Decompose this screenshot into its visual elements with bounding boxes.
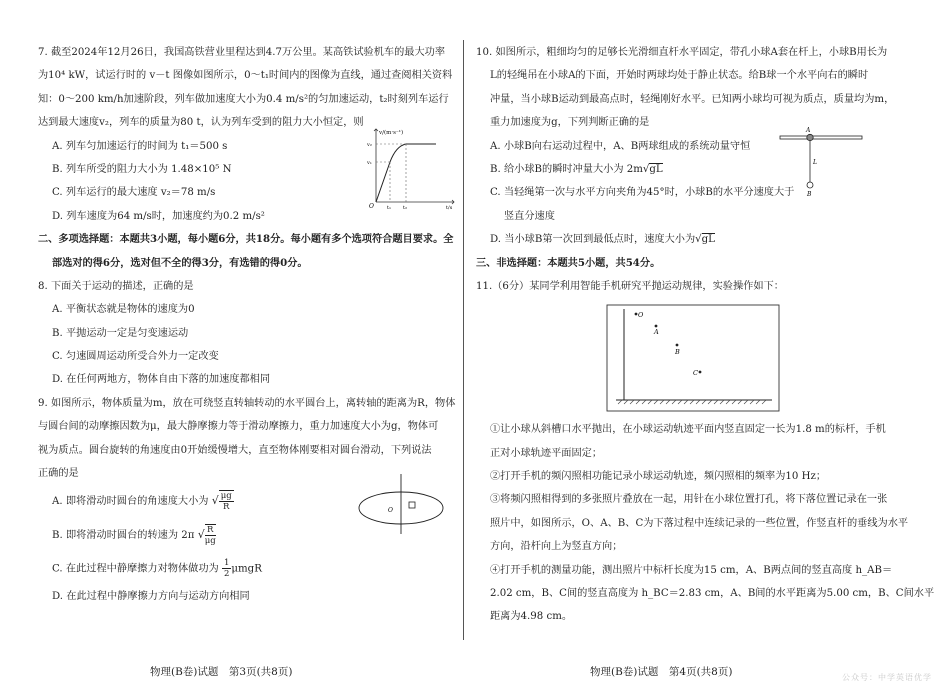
q7-line-1: 7. 截至2024年12月26日，我国高铁营业里程达到4.7万公里。某高铁试验机车的最大功率 [38, 47, 446, 58]
q9-line-2: 与圆台间的动摩擦因数为μ，最大静摩擦力等于滑动摩擦力，重力加速度大小为g，物体可 [38, 421, 439, 433]
q10-option-c-2: 竖直分速度 [504, 210, 555, 222]
section-2-line-2: 部选对的得6分，选对但不全的得3分，有选错的得0分。 [52, 256, 308, 269]
q10-line-4: 重力加速度为g，下列判断正确的是 [490, 117, 650, 129]
q10-option-c-1: C. 当轻绳第一次与水平方向夹角为45°时，小球B的水平分速度大于 [490, 187, 795, 199]
q9-option-c: C. 在此过程中静摩擦力对物体做功为 $\frac{1}{2}$ μmgR [52, 558, 262, 580]
q7-option-c: C. 列车运行的最大速度 v₂＝78 m/s [52, 187, 216, 199]
graph-t1: t₁ [387, 204, 392, 210]
q9-b-den: μg [204, 536, 216, 547]
q9-line-3: 视为质点。圆台旋转的角速度由0开始缓慢增大，直至物体刚要相对圆台滑动，下列说法 [38, 444, 432, 456]
section-3: 三、非选择题：本题共5小题，共54分。 [476, 256, 661, 269]
page-divider [463, 40, 464, 640]
q11-step-1a: ①让小球从斜槽口水平抛出，在小球运动轨迹平面内竖直固定一长为1.8 m的标杆，手机 [490, 424, 886, 436]
q11-step-4a: ④打开手机的测量功能，测出照片中标杆长度为15 cm，A、B两点间的竖直高度 h_AB＝ [490, 564, 893, 576]
q9-b-num: R [205, 525, 216, 536]
q9-option-b: B. 即将滑动时圆台的转速为 2π √ $\frac{R}{\mu g}$ [52, 525, 216, 547]
q8-option-d: D. 在任何两地方，物体自由下落的加速度都相同 [52, 374, 271, 386]
q9-option-d: D. 在此过程中静摩擦力方向与运动方向相同 [52, 591, 250, 603]
q11-step-4b: 2.02 cm，B、C间的竖直高度为 h_BC＝2.83 cm，A、B间的水平距离为5.00 cm，B、C间水平 [490, 588, 935, 600]
q10-d-root: gL [701, 234, 715, 246]
q11-step-2: ②打开手机的频闪照相功能记录小球运动轨迹，频闪照相的频率为10 Hz； [490, 471, 827, 483]
graph-ylabel: v/(m·s⁻¹) [379, 129, 404, 136]
q11-step-3c: 方向，沿杆向上为竖直方向； [490, 541, 623, 553]
q10-line-2: L的轻绳吊在小球A的下面，开始时两球均处于静止状态。给B球一个水平向右的瞬时 [490, 70, 869, 82]
q10-fig-b: B [807, 190, 812, 198]
q9-turntable-figure [356, 472, 446, 536]
q9-fig-o: O [388, 507, 393, 515]
q8-option-a: A. 平衡状态就是物体的速度为0 [52, 304, 195, 316]
page-4-column [476, 46, 935, 634]
q9-a-den: R [223, 502, 230, 513]
q7-vt-graph [366, 126, 458, 210]
photo-b: B [675, 348, 680, 357]
q8-option-b: B. 平抛运动一定是匀变速运动 [52, 327, 189, 339]
graph-t2: t₂ [403, 204, 408, 210]
q11-step-3a: ③将频闪照相得到的多张照片叠放在一起，用针在小球位置打孔，将下落位置记录在一张 [490, 494, 888, 506]
page-3-column [38, 46, 456, 614]
q7-line-3: 知：0～200 km/h加速阶段，列车做加速度大小为0.4 m/s²的匀加速运动，t₂时刻列车运行 [38, 93, 449, 105]
section-2-line-1: 二、多项选择题：本题共3小题，每小题6分，共18分。每小题有多个选项符合题目要求。全 [38, 233, 454, 246]
q11-stem: 11.（6分）某同学利用智能手机研究平抛运动规律，实验操作如下： [476, 280, 784, 292]
q10-line-3: 冲量，当小球B运动到最高点时，轻绳刚好水平。已知两小球均可视为质点，质量均为m， [490, 93, 895, 105]
q10-option-a: A. 小球B向右运动过程中，A、B两球组成的系统动量守恒 [490, 140, 751, 152]
q8-stem: 8. 下面关于运动的描述，正确的是 [38, 280, 194, 292]
q9-c-tail: μmgR [231, 563, 262, 575]
q10-line-1: 10. 如图所示，粗细均匀的足够长光滑细直杆水平固定，带孔小球A套在杆上，小球B用长为 [476, 47, 888, 58]
q10-fig-l: L [813, 158, 817, 166]
watermark: 公众号：中学英语优学 [842, 673, 932, 682]
q9-line-1: 9. 如图所示，物体质量为m，放在可绕竖直转轴转动的水平圆台上，离转轴的距离为R，物体 [38, 397, 456, 409]
photo-c: C [693, 369, 698, 378]
q7-option-b: B. 列车所受的阻力大小为 1.48×10⁵ N [52, 163, 232, 175]
photo-o: O [638, 311, 644, 320]
q7-line-2: 为10⁴ kW，试运行时的 v－t 图像如图所示，0～t₁时间内的图像为直线，通过查阅相关资料 [38, 70, 453, 82]
q10-fig-a: A [806, 126, 811, 134]
graph-v2: v₂ [367, 141, 372, 148]
q8-option-c: C. 匀速圆周运动所受合外力一定改变 [52, 351, 219, 363]
graph-xlabel: t/s [446, 204, 453, 210]
q9-option-a: A. 即将滑动时圆台的角速度大小为 √ $\frac{\mu g}{R}$ [52, 491, 232, 513]
q11-photo-figure [476, 303, 896, 415]
graph-origin: O [369, 202, 374, 210]
q10-rod-figure [776, 126, 866, 198]
q9-c-num: 1 [223, 558, 230, 569]
footer-page-3: 物理(B卷)试题 第3页(共8页) [150, 666, 293, 678]
q10-option-d: D. 当小球B第一次回到最低点时，速度大小为√gL [490, 234, 715, 246]
graph-v1: v₁ [367, 159, 372, 166]
q9-a-num: μg [220, 491, 232, 502]
q7-line-4: 达到最大速度v₂，列车的质量为80 t，认为列车受到的阻力大小恒定，则 [38, 117, 364, 129]
footer-page-4: 物理(B卷)试题 第4页(共8页) [590, 666, 733, 678]
q11-step-4c: 距离为4.98 cm。 [490, 611, 573, 623]
q9-line-4: 正确的是 [38, 468, 79, 480]
q11-step-3b: 照片中，如图所示，O、A、B、C为下落过程中连续记录的一些位置，作竖直杆的垂线为水平 [490, 517, 909, 529]
q11-step-1b: 正对小球轨迹平面固定； [490, 447, 603, 459]
photo-a: A [654, 328, 659, 337]
q10-b-root: gL [649, 163, 663, 175]
q9-c-den: 2 [223, 569, 230, 580]
q10-option-b: B. 给小球B的瞬时冲量大小为 2m√gL [490, 163, 663, 175]
q7-option-d: D. 列车速度为64 m/s时，加速度约为0.2 m/s² [52, 210, 265, 222]
q7-option-a: A. 列车匀加速运行的时间为 t₁＝500 s [52, 140, 228, 152]
